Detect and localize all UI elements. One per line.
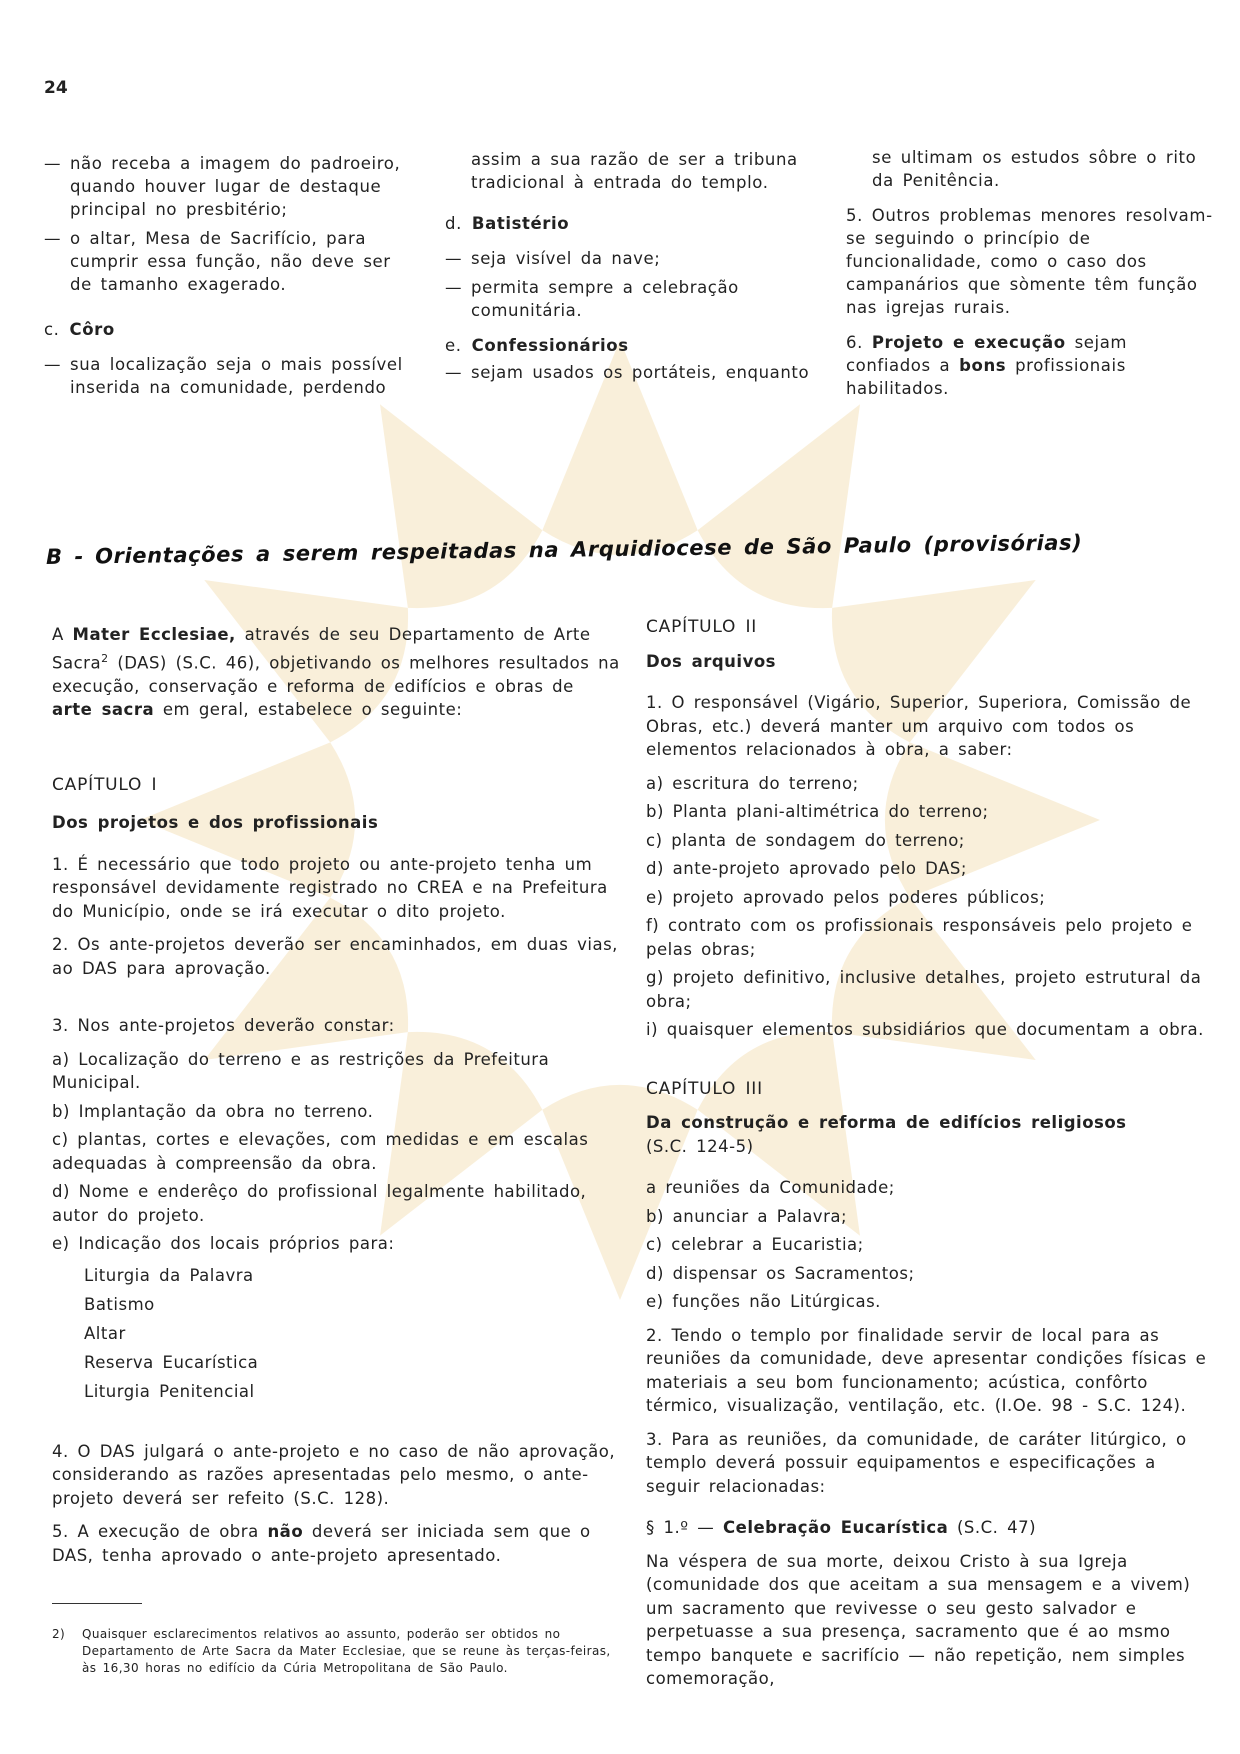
intro-paragraph: A Mater Ecclesiae, através de seu Departamento de Arte Sacra$^2$ (DAS) (S.C. 46), objetivando os melhores resultados na execução, conservação e reforma de edifícios e obras de arte sacra em geral, estabelece o seguinte: — [52, 625, 620, 719]
paragraph-2: 2. Tendo o templo por finalidade servir de local para as reuniões da comunidade, deve apresentar condições físicas e materiais a seu bom funcionamento; acústica, confôrto térmico, visualização, ventilação, etc. (I.Oe. 98 - S.C. 124). — [646, 1325, 1207, 1415]
chapter-3-heading: CAPÍTULO III — [646, 1078, 763, 1099]
sub-list-item: Batismo — [84, 1294, 155, 1314]
chapter-1-title: Dos projetos e dos profissionais — [52, 813, 379, 832]
footnote: 2) Quaisquer esclarecimentos relativos ao assunto, poderão ser obtidos no Departamento de Arte Sacra da Mater Ecclesiae, que se reune às terças-feiras, às 16,30 horas no edifício da Cúria Metropolitana de São Paulo. — [52, 1627, 611, 1675]
list-item: b) anunciar a Palavra; — [646, 1206, 848, 1226]
dash-item: — sua localização seja o mais possível inserida na comunidade, perdendo — [44, 355, 403, 397]
list-item: g) projeto definitivo, inclusive detalhes, projeto estrutural da obra; — [646, 968, 1202, 1011]
chapter-3-title: Da construção e reforma de edifícios religiosos — [646, 1113, 1127, 1132]
list-item: b) Planta plani-altimétrica do terreno; — [646, 802, 989, 821]
top-column-1 — [44, 152, 416, 405]
chapter-2-title: Dos arquivos — [646, 651, 776, 671]
list-item: d) Nome e enderêço do profissional legalmente habilitado, autor do projeto. — [52, 1182, 587, 1225]
list-item: c) plantas, cortes e elevações, com medidas e em escalas adequadas à compreensão da obra. — [52, 1130, 589, 1173]
paragraph-5: 5. A execução de obra não deverá ser iniciada sem que o DAS, tenha aprovado o ante-projeto apresentado. — [52, 1522, 591, 1565]
dash-item: — não receba a imagem do padroeiro, quando houver lugar de destaque principal no presbitério; — [44, 154, 401, 219]
list-item: i) quaisquer elementos subsidiários que documentam a obra. — [646, 1020, 1204, 1039]
list-item: a) escritura do terreno; — [646, 773, 859, 793]
chapter-3-ref: (S.C. 124-5) — [646, 1136, 754, 1156]
footnote-ref[interactable]: 2 — [101, 651, 109, 665]
list-item: e) projeto aprovado pelos poderes públicos; — [646, 887, 1046, 907]
paragraph-3: 3. Nos ante-projetos deverão constar: — [52, 1016, 395, 1035]
dash-item: — sejam usados os portáteis, enquanto — [445, 363, 810, 382]
list-item: c) celebrar a Eucaristia; — [646, 1235, 864, 1254]
paragraph-1: 1. É necessário que todo projeto ou ante-projeto tenha um responsável devidamente registrado no CREA e na Prefeitura do Município, onde se irá executar o dito projeto. — [52, 854, 608, 921]
continuation-text: assim a sua razão de ser a tribuna tradicional à entrada do templo. — [471, 150, 798, 192]
top-column-3 — [846, 146, 1218, 400]
list-item: c) planta de sondagem do terreno; — [646, 830, 965, 850]
sub-list-item: Liturgia da Palavra — [84, 1265, 254, 1285]
list-item: b) Implantação da obra no terreno. — [52, 1101, 374, 1121]
paragraph-heading: § 1.º — Celebração Eucarística (S.C. 47) — [646, 1518, 1037, 1537]
sub-list-item: Altar — [84, 1323, 126, 1343]
sub-list-item: Reserva Eucarística — [84, 1352, 259, 1372]
section-e-heading: e. Confessionários — [445, 336, 629, 355]
list-item: d) ante-projeto aprovado pelo DAS; — [646, 859, 967, 878]
chapter-2-heading: CAPÍTULO II — [646, 617, 758, 637]
section-c-heading: c. Côro — [44, 320, 115, 339]
list-item: e) Indicação dos locais próprios para: — [52, 1234, 395, 1253]
list-item: a) Localização do terreno e as restrições da Prefeitura Municipal. — [52, 1049, 550, 1092]
paragraph-2: 2. Os ante-projetos deverão ser encaminhados, em duas vias, ao DAS para aprovação. — [52, 935, 618, 978]
dash-item: — permita sempre a celebração comunitária. — [445, 278, 739, 320]
sub-list — [52, 1261, 622, 1406]
footnote-divider — [52, 1603, 142, 1604]
item-5: 5. Outros problemas menores resolvam-se seguindo o princípio de funcionalidade, como o caso dos campanários que sòmente têm função nas igrejas rurais. — [846, 206, 1213, 317]
list-item: f) contrato com os profissionais responsáveis pelo projeto e pelas obras; — [646, 916, 1193, 959]
sub-list-item: Liturgia Penitencial — [84, 1381, 255, 1401]
paragraph-text: Na véspera de sua morte, deixou Cristo à sua Igreja (comunidade dos que aceitam a sua mensagem e a vivem) um sacramento que revivesse o seu gesto salvador e perpetuasse a sua presença, sacramento que é ao msmo tempo banquete e sacrifício — não repetição, nem simples comemoração, — [646, 1551, 1191, 1688]
list-item: d) dispensar os Sacramentos; — [646, 1263, 915, 1283]
chapter-1-heading: CAPÍTULO I — [52, 774, 158, 795]
list-item: e) funções não Litúrgicas. — [646, 1292, 881, 1311]
dash-item: — seja visível da nave; — [445, 249, 661, 268]
right-column — [646, 616, 1216, 1701]
section-b-heading: B - Orientações a serem respeitadas na Arquidiocese de São Paulo (provisórias) — [45, 530, 1083, 569]
continuation-text: se ultimam os estudos sôbre o rito da Penitência. — [872, 148, 1197, 190]
item-6: 6. Projeto e execução sejam confiados a bons profissionais habilitados. — [846, 333, 1128, 398]
paragraph-1: 1. O responsável (Vigário, Superior, Superiora, Comissão de Obras, etc.) deverá manter um arquivo com todos os elementos relacionados à obra, a saber: — [646, 693, 1192, 759]
list-item: a reuniões da Comunidade; — [646, 1178, 895, 1197]
left-column — [52, 623, 622, 1677]
paragraph-4: 4. O DAS julgará o ante-projeto e no caso de não aprovação, considerando as razões apresentadas pelo mesmo, o ante-projeto deverá ser refeito (S.C. 128). — [52, 1441, 616, 1508]
page-number: 24 — [44, 78, 68, 98]
dash-item: — o altar, Mesa de Sacrifício, para cumprir essa função, não deve ser de tamanho exagerado. — [44, 229, 391, 294]
paragraph-3: 3. Para as reuniões, da comunidade, de caráter litúrgico, o templo deverá possuir equipamentos e especificações a seguir relacionadas: — [646, 1429, 1187, 1496]
top-column-2 — [445, 148, 815, 390]
section-d-heading: d. Batistério — [445, 214, 570, 233]
